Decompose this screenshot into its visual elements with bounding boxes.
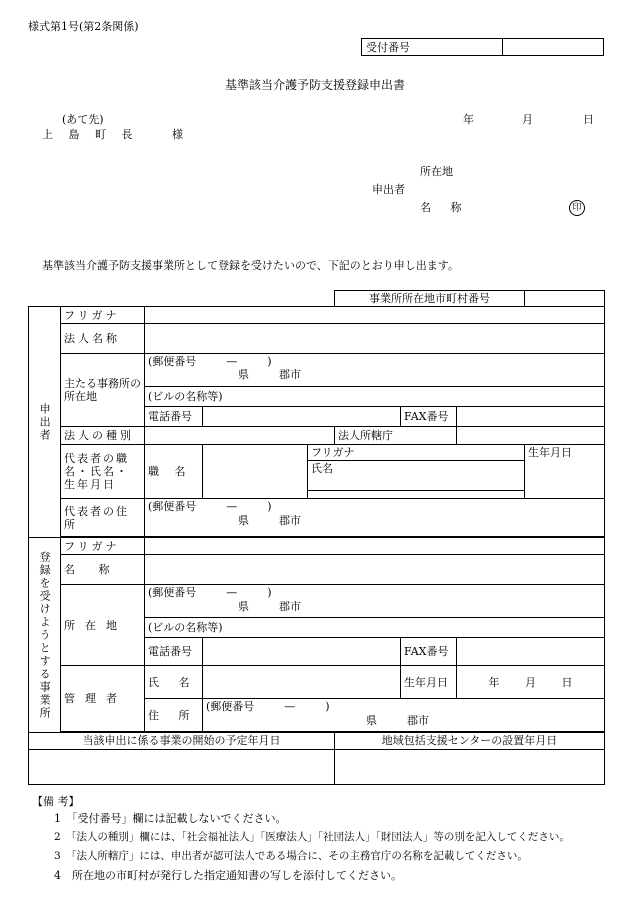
pref-label: 県	[238, 368, 249, 382]
office-fax-field[interactable]	[457, 638, 605, 666]
city-label: 郡市	[407, 713, 429, 727]
manager-birth-label: 生年月日	[401, 666, 457, 699]
form-id: 様式第1号(第2条関係)	[28, 20, 139, 33]
postal-label: (郵便番号	[148, 586, 197, 600]
office-furigana-field[interactable]	[145, 538, 605, 555]
start-date-label: 当該申出に係る事業の開始の予定年月日	[29, 733, 335, 749]
postal-label: (郵便番号	[148, 500, 197, 514]
note-text: 「受付番号」欄には記載しないでください。	[72, 812, 287, 825]
center-date-label: 地域包括支援センターの設置年月日	[335, 733, 605, 749]
municipality-code-label: 事業所所在地市町村番号	[335, 291, 525, 307]
center-date-field[interactable]	[335, 749, 605, 784]
city-label: 郡市	[279, 513, 301, 527]
city-label: 郡市	[279, 599, 301, 613]
municipality-code-field[interactable]	[525, 291, 605, 307]
pref-label: 県	[366, 713, 377, 727]
note-item	[54, 812, 287, 825]
notes-title: 【備 考】	[32, 795, 80, 808]
phone-field[interactable]	[203, 407, 401, 427]
office-phone-field[interactable]	[203, 638, 401, 666]
corp-furigana-label: フリガナ	[61, 307, 145, 324]
note-number: 3	[54, 850, 61, 862]
mgr-year: 年	[488, 675, 500, 689]
addressee-prefix: (あて先)	[62, 113, 104, 126]
phone-label: 電話番号	[145, 407, 203, 427]
note-text: 「法人の種別」欄には、「社会福祉法人」「医療法人」「社団法人」「財団法人」等の別を記入してください。	[71, 831, 570, 843]
rep-name-label: 氏名	[308, 461, 525, 491]
receipt-number-table	[361, 38, 604, 56]
document-title: 基準該当介護予防支援登録申出書	[224, 78, 405, 92]
date-day[interactable]: 日	[583, 113, 594, 126]
note-number: 1	[54, 812, 61, 825]
note-item	[54, 850, 528, 863]
corp-type-label: 法人の種別	[61, 427, 145, 445]
section-applicant-label: 申出者	[29, 307, 61, 538]
receipt-number-label: 受付番号	[362, 39, 503, 56]
corp-furigana-field[interactable]	[145, 307, 605, 324]
manager-birth-field[interactable]	[457, 666, 605, 699]
rep-label: 代表者の職名・氏名・生年月日	[61, 445, 145, 499]
addressee-honorific: 様	[172, 128, 183, 141]
office-name-label: 名 称	[61, 555, 145, 585]
corp-authority-field[interactable]	[457, 427, 605, 445]
manager-name-field[interactable]	[203, 666, 401, 699]
rep-title-field[interactable]	[203, 445, 308, 499]
pref-label: 県	[238, 599, 249, 613]
mgr-month: 月	[525, 675, 537, 689]
main-office-building-field[interactable]: (ビルの名称等)	[145, 387, 605, 407]
fax-label: FAX番号	[401, 407, 457, 427]
postal-close: )	[325, 700, 330, 714]
postal-close: )	[267, 355, 272, 369]
office-address-label: 所在地	[61, 585, 145, 666]
rep-title-label: 職 名	[145, 445, 203, 499]
office-postal-field[interactable]	[145, 585, 605, 618]
corp-name-field[interactable]	[145, 324, 605, 354]
postal-dash: —	[226, 500, 238, 514]
date-month[interactable]: 月	[522, 113, 533, 126]
corp-authority-label: 法人所轄庁	[335, 427, 457, 445]
office-building-field[interactable]: (ビルの名称等)	[145, 618, 605, 638]
postal-close: )	[267, 500, 272, 514]
note-item	[54, 869, 402, 882]
note-number: 4	[54, 869, 61, 882]
start-date-field[interactable]	[29, 749, 335, 784]
manager-address-label: 住 所	[145, 699, 203, 732]
rep-name-spacer	[308, 491, 525, 499]
office-fax-label: FAX番号	[401, 638, 457, 666]
manager-address-field[interactable]	[203, 699, 605, 732]
mgr-day: 日	[561, 675, 573, 689]
postal-label: (郵便番号	[148, 355, 197, 369]
corp-type-field[interactable]	[145, 427, 335, 445]
postal-label: (郵便番号	[206, 700, 255, 714]
manager-name-label: 氏 名	[145, 666, 203, 699]
date-year[interactable]: 年	[463, 113, 474, 126]
rep-address-label: 代表者の住所	[61, 499, 145, 537]
receipt-number-field[interactable]	[503, 39, 604, 56]
office-phone-label: 電話番号	[145, 638, 203, 666]
intro-text: 基準該当介護予防支援事業所として登録を受けたいので、下記のとおり申し出ます。	[42, 259, 459, 272]
applicant-label: 申出者	[372, 183, 405, 196]
section-office-label: 登録を受けようとする事業所	[29, 538, 61, 733]
postal-dash: —	[284, 700, 296, 714]
applicant-address-label: 所在地	[420, 165, 453, 178]
office-furigana-label: フリガナ	[61, 538, 145, 555]
manager-label: 管理者	[61, 666, 145, 732]
application-form-table	[28, 290, 605, 785]
note-item	[54, 831, 570, 844]
postal-dash: —	[226, 355, 238, 369]
note-text: 「法人所轄庁」には、申出者が認可法人である場合に、その主務官庁の名称を記載してください。	[71, 850, 528, 862]
seal-mark: 印	[569, 200, 585, 216]
addressee-name: 上 島 町 長	[42, 128, 139, 141]
postal-dash: —	[226, 586, 238, 600]
pref-label: 県	[238, 513, 249, 527]
rep-furigana-label: フリガナ	[308, 445, 525, 461]
main-office-label: 主たる事務所の所在地	[61, 354, 145, 427]
note-number: 2	[54, 831, 61, 843]
office-name-field[interactable]	[145, 555, 605, 585]
main-office-postal-field[interactable]	[145, 354, 605, 387]
city-label: 郡市	[279, 368, 301, 382]
rep-address-field[interactable]	[145, 499, 605, 537]
corp-name-label: 法人名称	[61, 324, 145, 354]
postal-close: )	[267, 586, 272, 600]
rep-birth-label: 生年月日	[525, 445, 605, 499]
note-text: 所在地の市町村が発行した指定通知書の写しを添付してください。	[72, 869, 402, 882]
applicant-name-label: 名 称	[420, 201, 470, 214]
fax-field[interactable]	[457, 407, 605, 427]
